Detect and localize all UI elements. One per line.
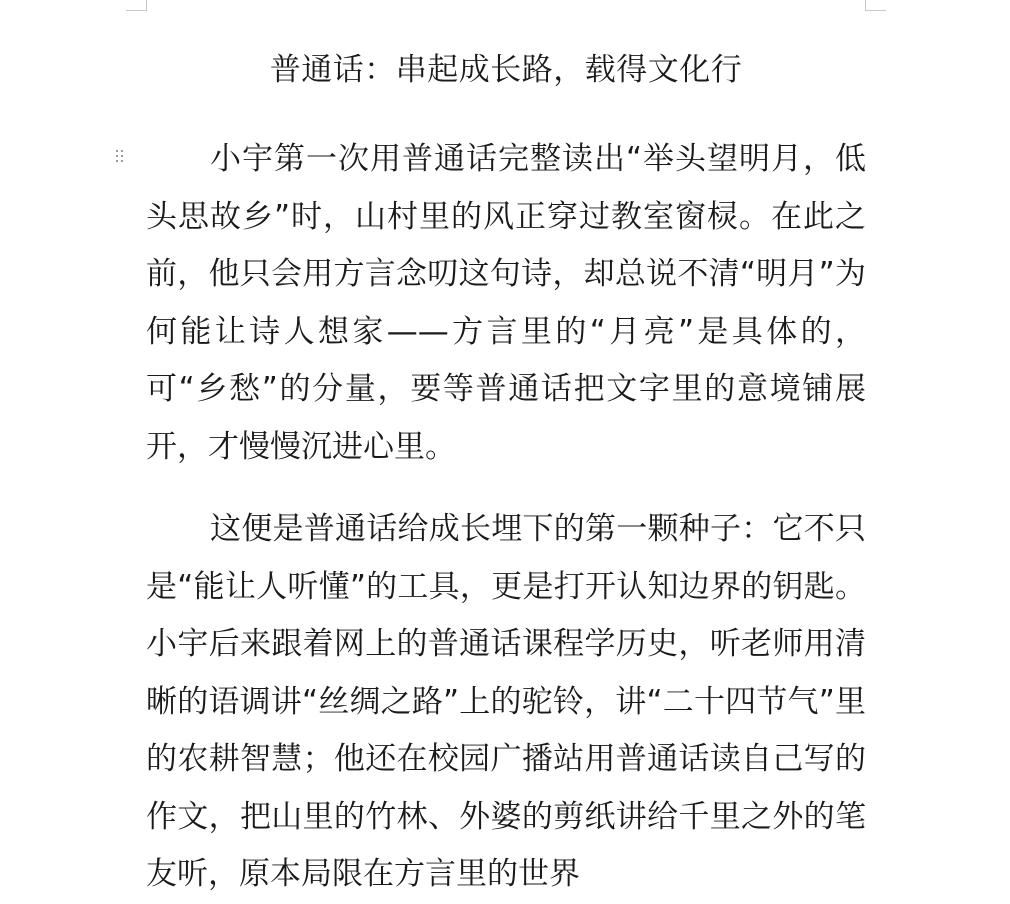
body-paragraph-1[interactable]: 小宇第一次用普通话完整读出“举头望明月，低头思故乡”时，山村里的风正穿过教室窗棂。在此之前，他只会用方言念叨这句诗，却总说不清“明月”为何能让诗人想家——方言里的“月亮”是具体的，可“乡愁”的分量，要等普通话把文字里的意境铺展开，才慢慢沉进心里。 — [146, 141, 866, 465]
paragraph-drag-handle-icon[interactable] — [114, 149, 126, 165]
page-corner-mark-top-left — [126, 0, 147, 11]
document-title[interactable]: 普通话：串起成长路，载得文化行 — [269, 52, 743, 88]
page-corner-mark-top-right — [865, 0, 886, 11]
body-paragraph-2[interactable]: 这便是普通话给成长埋下的第一颗种子：它不只是“能让人听懂”的工具，更是打开认知边界的钥匙。小宇后来跟着网上的普通话课程学历史，听老师用清晰的语调讲“丝绸之路”上的驼铃，讲“二十四节气”里的农耕智慧；他还在校园广播站用普通话读自己写的作文，把山里的竹林、外婆的剪纸讲给千里之外的笔友听，原本局限在方言里的世界 — [146, 511, 866, 892]
